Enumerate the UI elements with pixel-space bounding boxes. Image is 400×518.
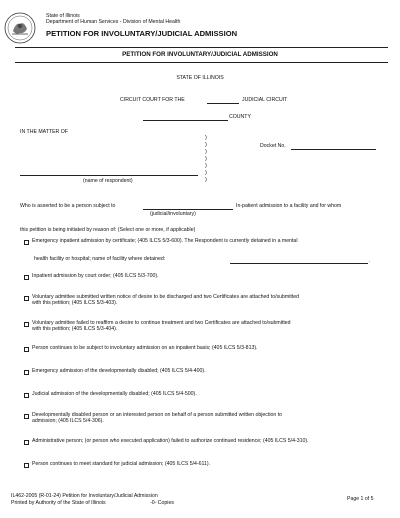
form-id: IL462-2005 (R-01-24) Petition for Involuntary/Judicial Admission (11, 493, 158, 499)
judicial-circuit-label: JUDICIAL CIRCUIT (242, 97, 288, 103)
circuit-number-field[interactable] (207, 103, 239, 104)
copies: -0- Copies (150, 500, 174, 506)
option-checkbox[interactable] (24, 370, 29, 375)
option-text: Voluntary admittee failed to reaffirm a desire to continue treatment and two Certificates are attached to/submitted with this petition; (405 ILCS 5/3-404). (32, 320, 291, 333)
option-checkbox[interactable] (24, 393, 29, 398)
paren: ) (205, 156, 207, 162)
initiated-text: this petition is being initiated by reason of: (Select one or more, if applicable) (20, 227, 196, 233)
option-checkbox[interactable] (24, 275, 29, 280)
department-name: Department of Human Services - Division of Mental Health (46, 19, 181, 25)
county-field[interactable] (143, 120, 228, 121)
title-rule-top (15, 47, 388, 48)
option-checkbox[interactable] (24, 322, 29, 327)
state-seal-icon (4, 12, 36, 44)
in-the-matter-of: IN THE MATTER OF (20, 129, 68, 135)
admission-type-field[interactable] (143, 209, 233, 210)
option-text: health facility or hospital; name of facility where detained: (34, 256, 166, 262)
circuit-court-label: CIRCUIT COURT FOR THE (120, 97, 185, 103)
paren: ) (205, 170, 207, 176)
respondent-label: (name of respondent) (83, 178, 133, 184)
option-text: Voluntary admittee submitted written notice of desire to be discharged and two Certificates are attached to/submitted with this petition; (405 ILCS 5/3-403). (32, 294, 300, 307)
paren: ) (205, 177, 207, 183)
option-checkbox[interactable] (24, 440, 29, 445)
printed-by: Printed by Authority of the State of Illinois (11, 500, 106, 506)
asserted-suffix: In-patient admission to a facility and for whom (236, 203, 342, 209)
asserted-text: Who is asserted to be a person subject to (20, 203, 116, 209)
county-label: COUNTY (229, 114, 251, 120)
paren: ) (205, 135, 207, 141)
state-of-illinois: STATE OF ILLINOIS (176, 75, 224, 81)
option-text: Emergency inpatient admission by certificate; (405 ILCS 5/3-600). The Respondent is currently detained in a mental (32, 238, 298, 244)
paren: ) (205, 142, 207, 148)
docket-label: Docket No. (260, 143, 286, 149)
option-checkbox[interactable] (24, 240, 29, 245)
section-title: PETITION FOR INVOLUNTARY/JUDICIAL ADMISSION (122, 51, 278, 58)
option-text: Administrative person; (or person who executed application) failed to authorize continued residence; (405 ILCS 5/4-310). (32, 438, 309, 444)
option-text: Developmentally disabled person or an interested person on behalf of a person submitted written objection to admission; (405 ILCS 5/4-306). (32, 412, 283, 425)
option-checkbox[interactable] (24, 347, 29, 352)
title-rule-bottom (15, 62, 388, 63)
option-text: Inpatient admission by court order; (405 ILCS 5/3-700). (32, 273, 159, 279)
facility-name-field[interactable] (230, 263, 368, 264)
docket-number-field[interactable] (291, 149, 376, 150)
form-title: PETITION FOR INVOLUNTARY/JUDICIAL ADMISSION (46, 29, 238, 38)
option-checkbox[interactable] (24, 296, 29, 301)
option-text: Emergency admission of the developmentally disabled; (405 ILCS 5/4-400). (32, 368, 206, 374)
respondent-name-field[interactable] (20, 175, 198, 176)
state-name: State of Illinois (46, 13, 80, 19)
paren: ) (205, 149, 207, 155)
judicial-involuntary-label: (judicial/involuntary) (150, 211, 196, 217)
option-text: Person continues to meet standard for judicial admission; (405 ILCS 5/4-611). (32, 461, 211, 467)
period: . (369, 258, 371, 264)
option-text: Person continues to be subject to involuntary admission on an inpatient basis; (405 ILCS 5/3-813). (32, 345, 258, 351)
option-checkbox[interactable] (24, 414, 29, 419)
option-checkbox[interactable] (24, 463, 29, 468)
paren: ) (205, 163, 207, 169)
option-text: Judicial admission of the developmentally disabled; (405 ILCS 5/4-500). (32, 391, 197, 397)
page-number: Page 1 of 5 (347, 496, 374, 502)
